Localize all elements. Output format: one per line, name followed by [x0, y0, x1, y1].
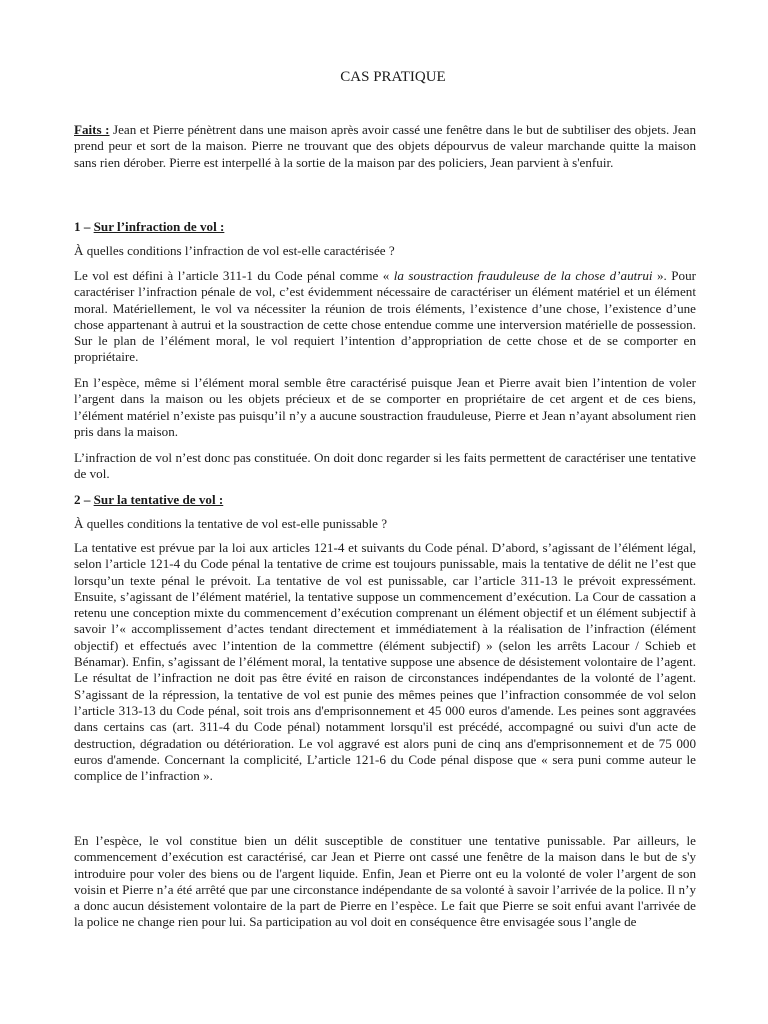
facts-text: Jean et Pierre pénètrent dans une maison après avoir cassé une fenêtre dans le but de subtiliser des objets. Jean prend peur et sort de la maison. Pierre ne trouvant que des objets dépourvus de valeur marchande quitte la maison sans rien dérober. Pierre est interpellé à la sortie de la maison par des policiers, Jean parvient à s'enfuir. — [74, 122, 696, 170]
section1-number: 1 – — [74, 219, 94, 234]
section2-paragraph-espece: En l’espèce, le vol constitue bien un délit susceptible de constituer une tentative punissable. Par ailleurs, le commencement d’exécution est caractérisé, car Jean et Pierre ont cassé une fenêtre de la maison dans le but de s'y introduire pour voler des biens ou de l'argent liquide. Enfin, Jean et Pierre ont eu la volonté de voler l’argent de son voisin et Pierre n’a été arrêté que par une circonstance indépendante de sa volonté à savoir l’arrivée de la police. Il n’y a donc aucun désistement volontaire de la part de Pierre en l’espèce. Le fait que Pierre se soit enfui avant l'arrivée de la police ne change rien pour lui. Sa participation au vol doit en conséquence être envisagée sous l’angle de — [74, 833, 696, 930]
section1-paragraph-definition: Le vol est défini à l’article 311-1 du Code pénal comme « la soustraction frauduleuse de la chose d’autrui ». Pour caractériser l’infraction pénale de vol, c’est évidemment nécessaire de caractériser un élément matériel et un élément moral. Matériellement, le vol va nécessiter la réunion de trois éléments, l’existence d’une chose, l’existence d’une chose appartenant à autrui et la soustraction de cette chose entendue comme une interversion matérielle de possession. Sur le plan de l’élément moral, le vol requiert l’intention d’appropriation de cette chose et de se comporter en propriétaire. — [74, 268, 697, 365]
section2-question: À quelles conditions la tentative de vol est-elle punissable ? — [74, 516, 388, 531]
section2-number: 2 – — [74, 492, 94, 507]
facts-label: Faits : — [74, 122, 110, 137]
facts-paragraph — [74, 122, 696, 171]
section1-paragraph-espece: En l’espèce, même si l’élément moral semble être caractérisé puisque Jean et Pierre avait bien l’intention de voler l’argent dans la maison ou les objets précieux et de se comporter en propriétaire de cet argent et de ces biens, l’élément matériel n’existe pas puisqu’il n’y a aucune soustraction frauduleuse, Pierre et Jean n’ayant absolument rien pris dans la maison. — [74, 375, 696, 439]
section2-paragraph-legal: La tentative est prévue par la loi aux articles 121-4 et suivants du Code pénal. D’abord, s’agissant de l’élément légal, selon l’article 121-4 du Code pénal la tentative de crime est toujours punissable, mais la tentative de délit ne l’est que lorsqu’un texte pénal le prévoit. La tentative de vol est punissable, car l’article 311-13 le prévoit expressément. Ensuite, s’agissant de l’élément matériel, la tentative suppose un commencement d’exécution. La Cour de cassation a retenu une conception mixte du commencement d’exécution comprenant un élément objectif et un élément subjectif à savoir l’« accomplissement d’actes tendant directement et immédiatement à la réalisation de l’infraction (élément objectif) et effectués avec l’intention de la commettre (élément subjectif) » (selon les arrêts Lacour / Schieb et Bénamar). Enfin, s’agissant de l’élément moral, la tentative suppose une absence de désistement volontaire de l’agent. Le résultat de l’infraction ne doit pas être évité en raison de circonstances indépendantes de la volonté de l’agent. S’agissant de la répression, la tentative de vol est punie des mêmes peines que l’infraction consommée de vol selon l’article 313-13 du Code pénal, soit trois ans d'emprisonnement et 45 000 euros d'amende. Les peines sont aggravées dans certains cas (art. 311-4 du Code pénal) notamment lorsqu'il est précédé, accompagné ou suivi d'un acte de destruction, dégradation ou détérioration. Le vol aggravé est alors puni de cinq ans d'emprisonnement et de 75 000 euros d'amende. Concernant la complicité, L’article 121-6 du Code pénal dispose que « sera puni comme auteur le complice de l’infraction ». — [74, 540, 696, 784]
section1-heading — [74, 219, 696, 235]
section1-title: Sur l’infraction de vol : — [93, 219, 225, 234]
document-page — [74, 0, 696, 1024]
section2-heading — [74, 492, 696, 508]
legal-quote: la soustraction frauduleuse de la chose d’autrui — [393, 268, 653, 283]
section1-question: À quelles conditions l’infraction de vol est-elle caractérisée ? — [74, 243, 395, 258]
section1-paragraph-conclusion: L’infraction de vol n’est donc pas constituée. On doit donc regarder si les faits permettent de caractériser une tentative de vol. — [74, 450, 696, 482]
document-title: CAS PRATIQUE — [340, 69, 446, 85]
section2-title: Sur la tentative de vol : — [93, 492, 224, 507]
